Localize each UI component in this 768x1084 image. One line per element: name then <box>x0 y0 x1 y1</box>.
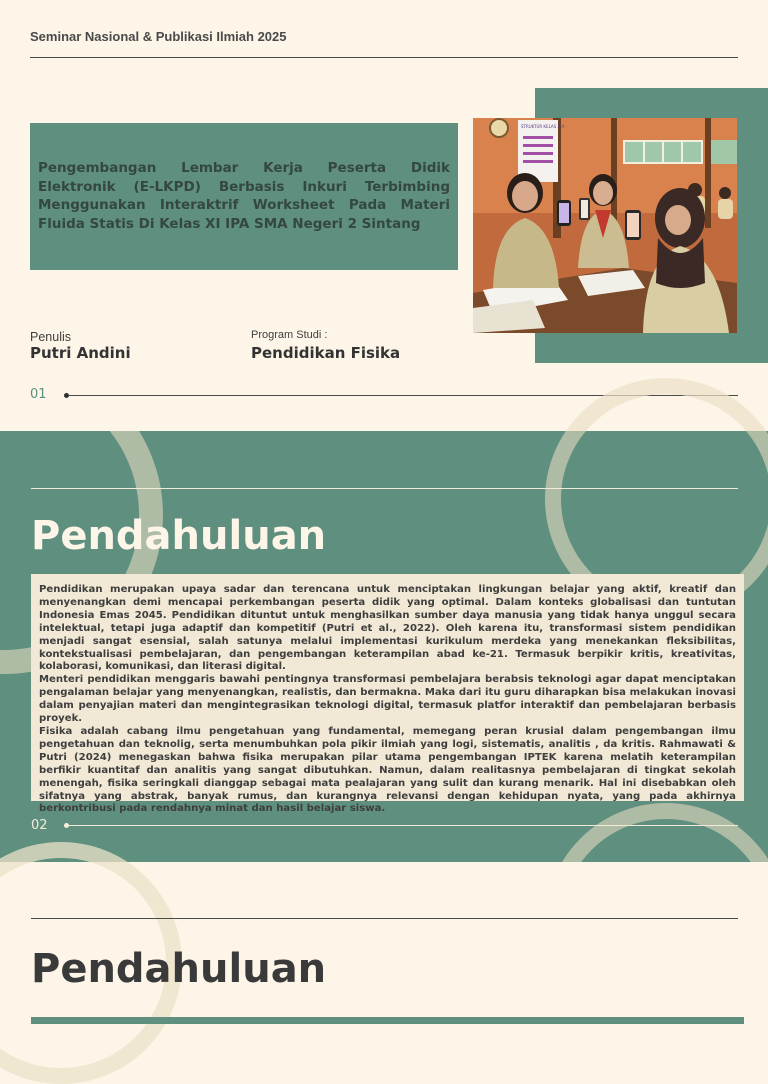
conference-title: Seminar Nasional & Publikasi Ilmiah 2025 <box>30 29 287 44</box>
intro-text-box <box>31 574 744 815</box>
poster-text: STRUKTUR KELAS X.A <box>521 124 565 129</box>
classroom-photo <box>473 118 737 333</box>
section-heading: Pendahuluan <box>31 513 327 559</box>
classroom-photo-illustration <box>473 118 737 333</box>
header-divider <box>30 57 738 58</box>
paper-title-line: Menggunakan Interaktrif Worksheet Pada Materi <box>38 197 450 213</box>
section-divider <box>31 488 738 489</box>
paper-title-box <box>30 123 458 270</box>
page-number: 01 <box>30 387 47 402</box>
section-divider <box>31 918 738 919</box>
body-paragraph: Fisika adalah cabang ilmu pengetahuan yang fundamental, memegang peran krusial dalam pengembangan ilmu pengetahuan dan teknolig, serta menumbuhkan pola pikir ilmiah yang logi, sistematis, analitis , da kritis. Rahmawati & Putri (2024) menegaskan bahwa fisika merupakan pilar utama pengembangan IPTEK karena melatih keterampilan berfikir kuantitaf dan analitis yang sangat dibutuhkan. Namun, dalam realitasnya pembelajaran di tingkat sekolah menengah, fisika seringkali dianggap sebagai mata pealajaran yang sulit dan kurang menarik. Hal ini disebabkan oleh sifatnya yang abstrak, banyak rumus, dan kurangnya relevansi dengan kehidupan nyata, yang pada akhirnya berkontribusi pada rendahnya minat dan hasil belajar siswa. <box>39 725 736 815</box>
program-name: Pendidikan Fisika <box>251 344 401 362</box>
body-paragraph: Menteri pendidikan menggaris bawahi pentingnya transformasi pembelajara berabsis teknologi agar dapat menciptakan pengalaman belajar yang menyenangkan, realistis, dan bermakna. Maka dari itu guru diharapkan bisa melakukan inovasi dalam penyajian materi dan mengintegrasikan teknologi digital, termasuk platfor interaktif dan pembelajaran berbasis proyek. <box>39 674 736 725</box>
author-name: Putri Andini <box>30 344 131 362</box>
footer-divider <box>68 825 738 826</box>
paper-title-line: Fluida Statis Di Kelas XI IPA SMA Negeri 2 Sintang <box>38 215 421 232</box>
text-box-edge <box>31 1017 744 1024</box>
author-label: Penulis <box>30 330 71 344</box>
paper-title-line: Pengembangan Lembar Kerja Peserta Didik <box>38 160 450 176</box>
program-label: Program Studi : <box>251 329 328 341</box>
paper-title <box>38 159 450 233</box>
page-number: 02 <box>31 818 48 833</box>
body-paragraph: Pendidikan merupakan upaya sadar dan terencana untuk menciptakan lingkungan belajar yang aktif, kreatif dan menyenangkan demi mencapai perkembangan peserta didik yang optimal. Dalam konteks globalisasi dan tuntutan Indonesia Emas 2045. Pendidikan dituntut untuk menghasilkan sumber daya manusia yang tidak hanya unggul secara intelektual, tetapi juga adaptif dan kompetitif (Putri et al., 2022). Oleh karena itu, transformasi sistem pendidikan menjadi sangat esensial, salah satunya melalui implementasi kurikulum merdeka yang menekankan fleksibilitas, kontekstualisasi pembelajaran, dan pengembangan keterampilan abad ke-21. Termasuk berpikir kritis, kreativitas, kolaborasi, komunikasi, dan literasi digital. <box>39 584 736 673</box>
paper-title-line: Elektronik (E-LKPD) Berbasis Inkuri Terbimbing <box>38 178 450 195</box>
section-heading: Pendahuluan <box>31 946 327 992</box>
